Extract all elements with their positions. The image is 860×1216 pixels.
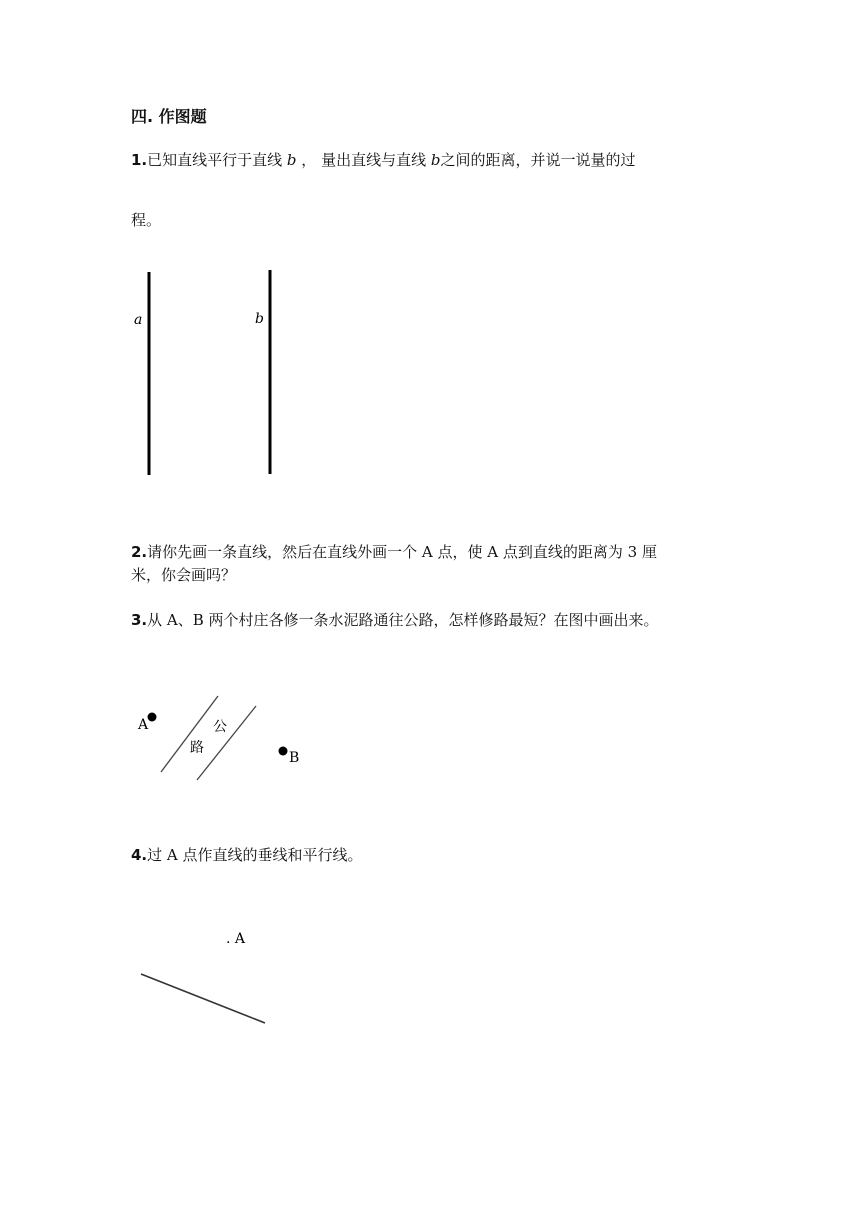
question-4-text: 过 A 点作直线的垂线和平行线。 [147,846,363,864]
road-edge-right [197,706,256,780]
section-title: 四. 作图题 [131,107,207,126]
question-2-line-1: 请你先画一条直线，然后在直线外画一个 A 点，使 A 点到直线的距离为 3 厘 [147,543,657,561]
question-1-text-b: ， 量出直线与直线 [296,151,431,169]
question-1-number: 1. [131,151,148,169]
question-1-text-a: 已知直线平行于直线 [147,151,287,169]
question-1-text-c: 之间的距离，并说一说量的过 [440,151,636,169]
question-2-line-2: 米，你会画吗？ [131,566,237,584]
question-3-text: 从 A、B 两个村庄各修一条水泥路通往公路，怎样修路最短？在图中画出来。 [147,611,659,629]
question-1-line-2: 程。 [131,211,162,229]
point-a-label: . A [226,931,246,947]
village-b-dot [279,747,288,756]
village-a-label: A [138,717,149,733]
question-3-number: 3. [131,611,148,629]
road-char-1: 公 [213,719,227,735]
question-1-var-b: b [286,151,297,169]
question-1-var-b2: b [430,151,441,169]
road-char-2: 路 [190,740,204,756]
slanted-line [141,974,265,1023]
village-b-label: B [289,750,300,766]
line-a-label: a [134,312,143,328]
village-a-dot [148,713,157,722]
line-b-label: b [255,311,264,327]
road-edge-left [161,696,218,772]
question-4-number: 4. [131,846,148,864]
question-2-number: 2. [131,543,148,561]
